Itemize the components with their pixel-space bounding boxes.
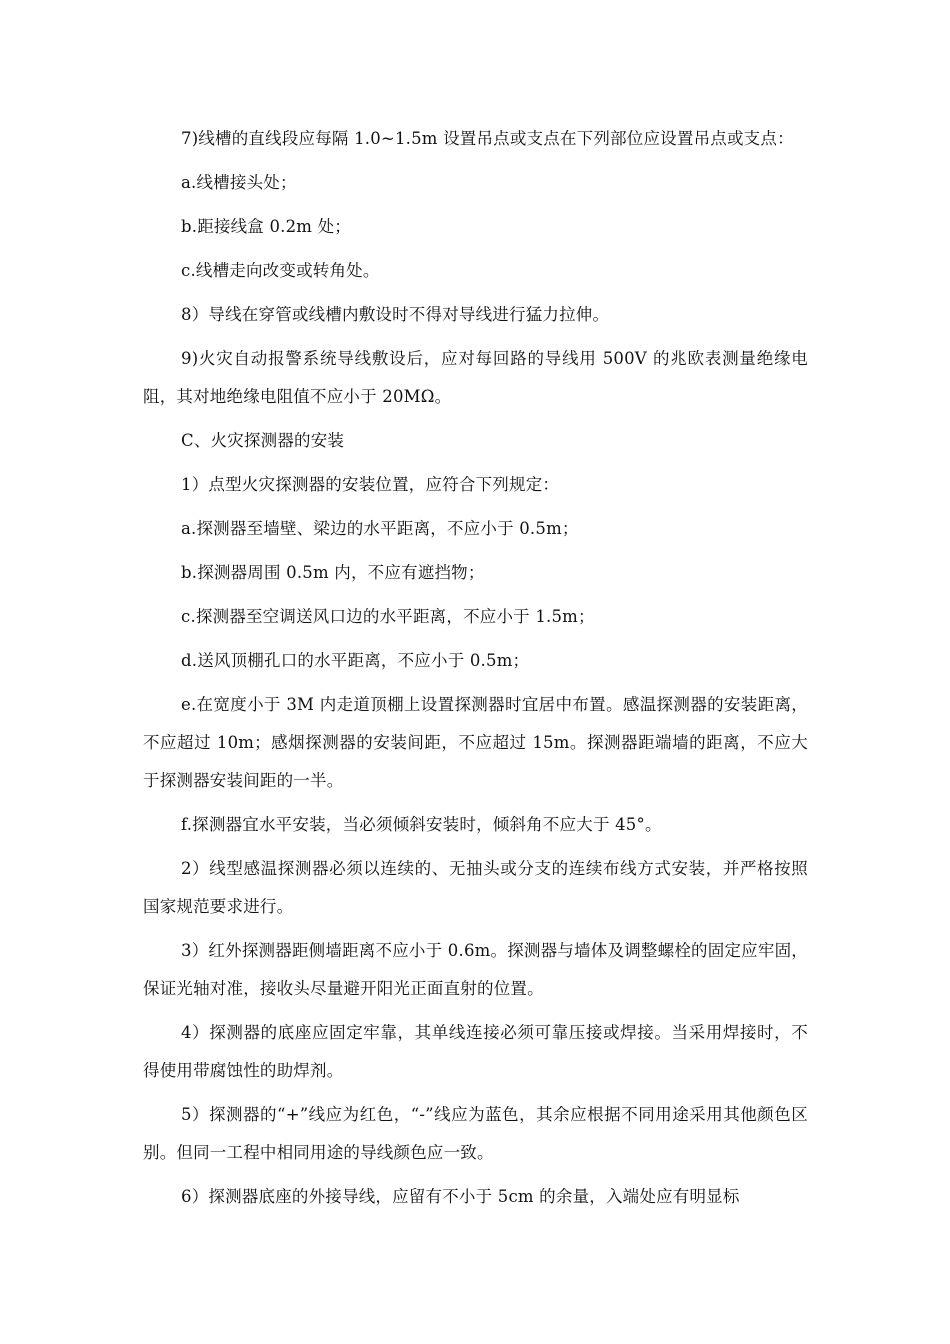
paragraph-a-wall-distance: a.探测器至墙壁、梁边的水平距离，不应小于 0.5m； bbox=[181, 519, 579, 538]
paragraph-b-junction-box: b.距接线盒 0.2m 处； bbox=[181, 217, 351, 236]
paragraph-2-linear-detector: 2）线型感温探测器必须以连续的、无抽头或分支的连续布线方式安装，并严格按照国家规范要求进行。 bbox=[143, 859, 808, 916]
paragraph-5-wire-colors: 5）探测器的“+”线应为红色，“-”线应为蓝色，其余应根据不同用途采用其他颜色区别。但同一工程中相同用途的导线颜色应一致。 bbox=[143, 1105, 808, 1162]
paragraph-c-air-outlet: c.探测器至空调送风口边的水平距离，不应小于 1.5m； bbox=[181, 607, 595, 626]
paragraph-6-external-wiring: 6）探测器底座的外接导线，应留有不小于 5cm 的余量，入端处应有明显标 bbox=[181, 1187, 740, 1206]
document-body bbox=[143, 120, 808, 1222]
paragraph-4-detector-base: 4）探测器的底座应固定牢靠，其单线连接必须可靠压接或焊接。当采用焊接时，不得使用带腐蚀性的助焊剂。 bbox=[143, 1023, 808, 1080]
paragraph-a-tray-joint: a.线槽接头处； bbox=[181, 173, 297, 192]
paragraph-7-cable-tray-supports: 7)线槽的直线段应每隔 1.0~1.5m 设置吊点或支点在下列部位应设置吊点或支点： bbox=[181, 129, 794, 148]
paragraph-1-point-detector: 1）点型火灾探测器的安装位置，应符合下列规定： bbox=[181, 475, 560, 494]
paragraph-8-no-pulling: 8）导线在穿管或线槽内敷设时不得对导线进行猛力拉伸。 bbox=[181, 305, 610, 324]
section-heading-detector-installation: C、火灾探测器的安装 bbox=[181, 431, 345, 450]
paragraph-f-tilt-angle: f.探测器宜水平安装，当必须倾斜安装时，倾斜角不应大于 45°。 bbox=[181, 815, 662, 834]
paragraph-d-ceiling-vent: d.送风顶棚孔口的水平距离，不应小于 0.5m； bbox=[181, 651, 530, 670]
paragraph-9-insulation-test: 9)火灾自动报警系统导线敷设后，应对每回路的导线用 500V 的兆欧表测量绝缘电阻，其对地绝缘电阻值不应小于 20MΩ。 bbox=[143, 349, 808, 406]
paragraph-c-direction-change: c.线槽走向改变或转角处。 bbox=[181, 261, 380, 280]
paragraph-e-corridor-spacing: e.在宽度小于 3M 内走道顶棚上设置探测器时宜居中布置。感温探测器的安装距离，不应超过 10m；感烟探测器的安装间距，不应超过 15m。探测器距端墙的距离，不应大于探测器安装间距的一半。 bbox=[143, 695, 808, 790]
paragraph-b-no-obstruction: b.探测器周围 0.5m 内，不应有遮挡物； bbox=[181, 563, 485, 582]
paragraph-3-infrared-detector: 3）红外探测器距侧墙距离不应小于 0.6m。探测器与墙体及调整螺栓的固定应牢固，保证光轴对准，接收头尽量避开阳光正面直射的位置。 bbox=[143, 941, 808, 998]
